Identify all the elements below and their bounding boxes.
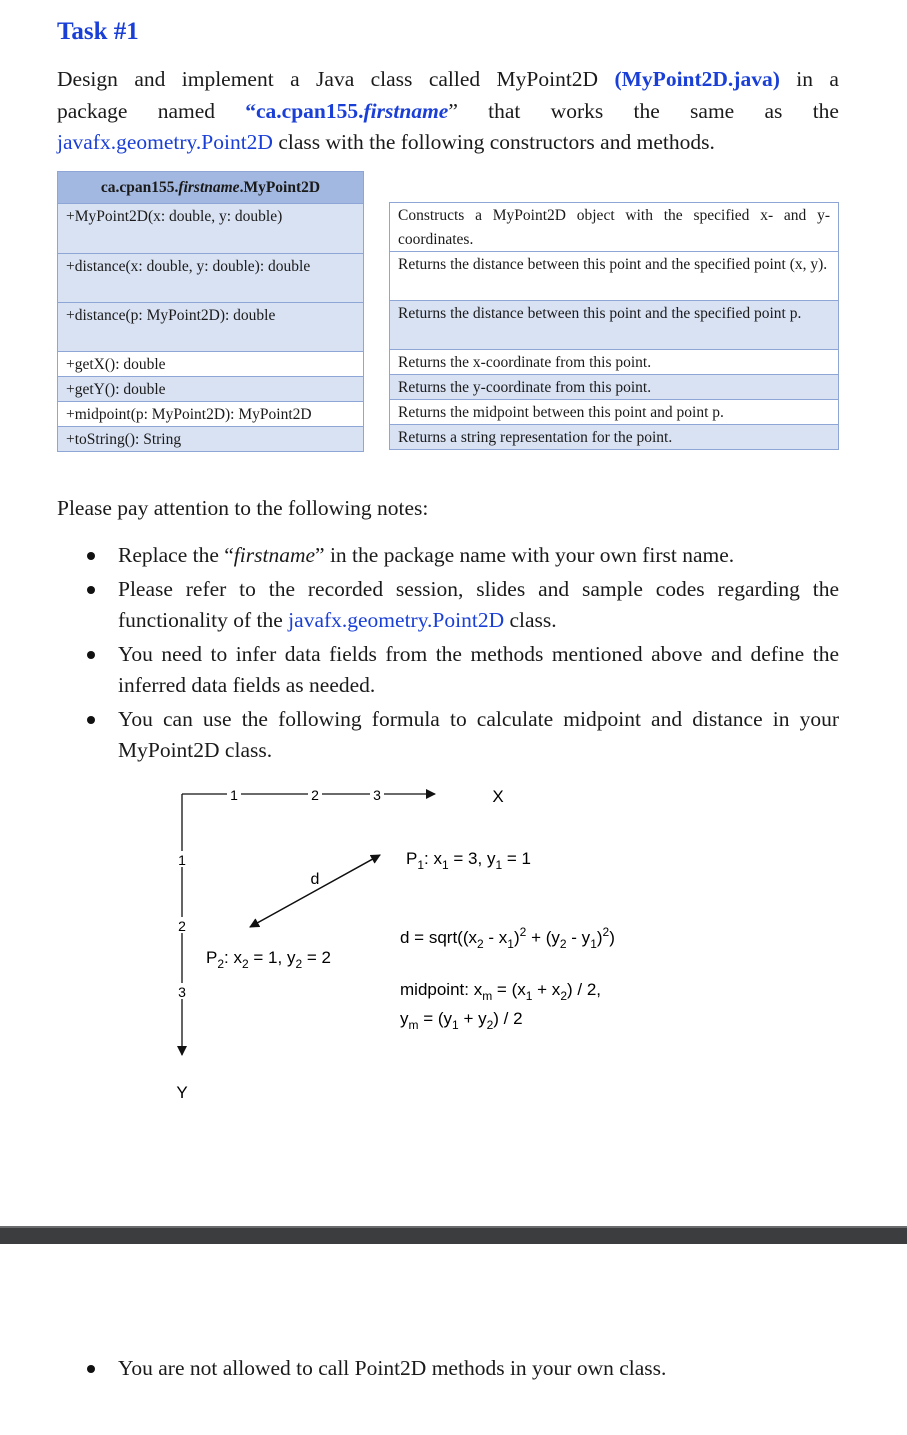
- x-tick-label: 1: [230, 787, 238, 803]
- intro-word: works: [550, 98, 604, 123]
- note-item: You can use the following formula to calculate midpoint and distance in your MyPoint2D class.: [57, 704, 839, 767]
- y-tick-label: 3: [178, 984, 186, 1000]
- uml-methods-table: [57, 171, 364, 452]
- x-axis-label: X: [492, 787, 504, 806]
- intro-word: same: [690, 98, 735, 123]
- x-tick-label: 2: [311, 787, 319, 803]
- intro-text: class with the following constructors and methods.: [272, 130, 715, 154]
- uml-method-row: +toString(): String: [57, 427, 364, 452]
- intro-word: that: [488, 98, 521, 123]
- distance-arrow: [250, 855, 380, 927]
- uml-description-row: Returns the x-coordinate from this point.: [389, 350, 839, 375]
- x-tick-label: 3: [373, 787, 381, 803]
- uml-method-row: +getX(): double: [57, 352, 364, 377]
- uml-description-row: Returns the midpoint between this point and point p.: [389, 400, 839, 425]
- uml-method-row: +getY(): double: [57, 377, 364, 402]
- midpoint-formula-x: midpoint: $x_m = (x_1 + x_2) / 2$,: [400, 980, 602, 1003]
- intro-word: named: [157, 98, 215, 123]
- intro-word: called: [428, 67, 481, 91]
- uml-method-row: +midpoint(p: MyPoint2D): MyPoint2D: [57, 402, 364, 427]
- intro-word: class: [370, 67, 413, 91]
- distance-label: d: [310, 871, 320, 888]
- uml-class-header: ca.cpan155.firstname.MyPoint2D: [57, 171, 364, 204]
- uml-description-row: Returns a string representation for the point.: [389, 425, 839, 450]
- intro-word: implement: [181, 67, 274, 91]
- note-item: Please refer to the recorded session, slides and sample codes regarding the functionality of the javafx.geometry.Point2D class.: [57, 574, 839, 637]
- note-item: Replace the “firstname” in the package name with your own first name.: [57, 540, 839, 572]
- page-separator: [0, 1228, 907, 1244]
- y-tick-label: 1: [178, 852, 186, 868]
- intro-word: Design: [57, 67, 118, 91]
- intro-word: a: [829, 67, 839, 91]
- notes-title: Please pay attention to the following notes:: [57, 496, 429, 520]
- intro-word: the: [812, 98, 839, 123]
- final-note: You are not allowed to call Point2D methods in your own class.: [57, 1353, 839, 1385]
- intro-word: Java: [316, 67, 355, 91]
- point2d-class-ref: javafx.geometry.Point2D: [57, 130, 273, 154]
- intro-word: MyPoint2D: [496, 67, 599, 91]
- intro-word: as: [764, 98, 783, 123]
- uml-method-row: +distance(p: MyPoint2D): double: [57, 303, 364, 352]
- intro-word: package: [57, 98, 128, 123]
- bullet-icon: [87, 552, 95, 560]
- uml-description-row: Returns the y-coordinate from this point.: [389, 375, 839, 400]
- p2-label: $P_2$: $x_2 = 1$, $y_2 = 2$: [206, 948, 331, 971]
- uml-method-row: +distance(x: double, y: double): double: [57, 254, 364, 303]
- bullet-icon: [87, 586, 95, 594]
- notes-list: [57, 540, 839, 769]
- intro-word: in: [796, 67, 814, 91]
- uml-description-row: Constructs a MyPoint2D object with the specified x- and y-coordinates.: [389, 202, 839, 252]
- note-item: You need to infer data fields from the methods mentioned above and define the inferred data fields as needed.: [57, 639, 839, 702]
- bullet-icon: [87, 1365, 95, 1373]
- midpoint-formula-y: $y_m = (y_1 + y_2) / 2$: [400, 1009, 523, 1032]
- coordinate-diagram: [150, 780, 710, 1110]
- y-axis-label: Y: [176, 1083, 188, 1102]
- intro-word: a: [290, 67, 300, 91]
- intro-paragraph: [57, 64, 839, 159]
- uml-descriptions-table: [389, 202, 839, 450]
- bullet-icon: [87, 716, 95, 724]
- intro-word: and: [134, 67, 166, 91]
- uml-description-row: Returns the distance between this point and the specified point (x, y).: [389, 252, 839, 301]
- uml-description-row: Returns the distance between this point and the specified point p.: [389, 301, 839, 350]
- uml-method-row: +MyPoint2D(x: double, y: double): [57, 204, 364, 254]
- y-tick-label: 2: [178, 918, 186, 934]
- package-name: “ca.cpan155.firstname”: [245, 98, 458, 123]
- filename: (MyPoint2D.java): [614, 67, 780, 91]
- bullet-icon: [87, 651, 95, 659]
- intro-word: the: [633, 98, 660, 123]
- p1-label: $P_1$: $x_1 = 3$, $y_1 = 1$: [406, 849, 531, 872]
- distance-formula: $d = sqrt((x_2 - x_1)^2 + (y_2 - y_1)^2)$: [400, 925, 615, 951]
- task-title: Task #1: [57, 18, 139, 45]
